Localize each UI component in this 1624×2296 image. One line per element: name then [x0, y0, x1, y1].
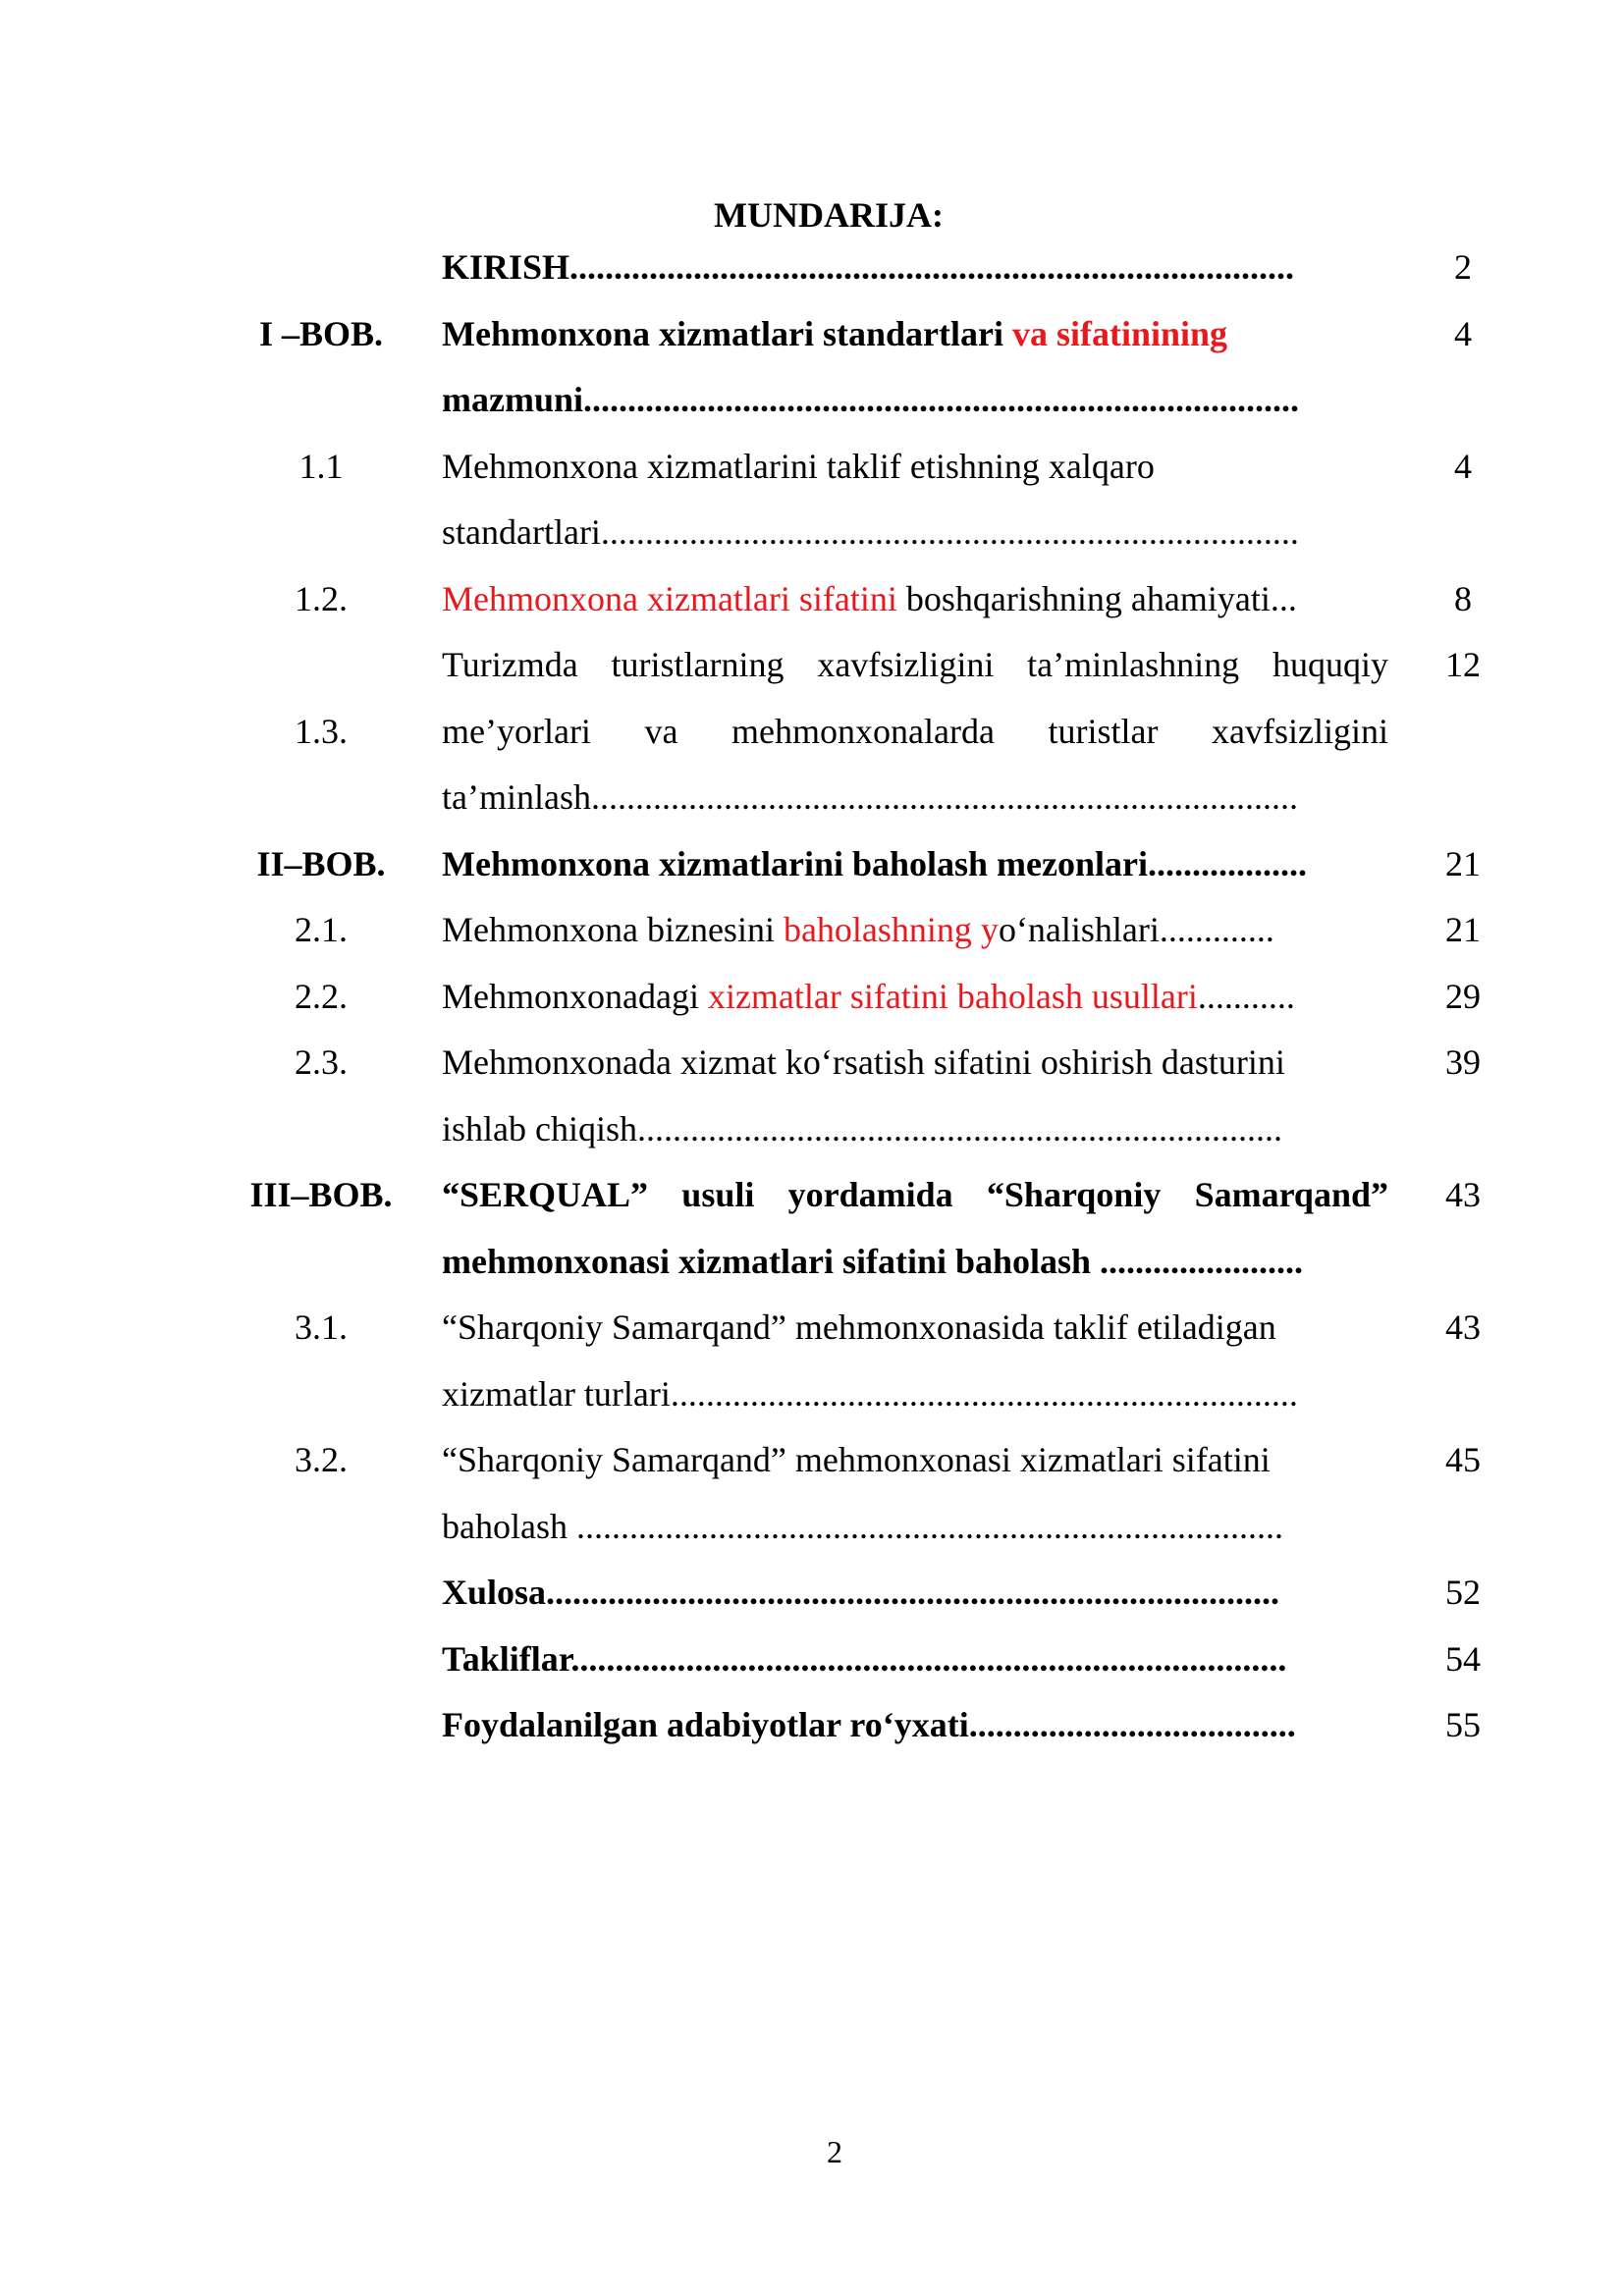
toc-row: [0, 1095, 1624, 1162]
toc-row: [0, 499, 1624, 565]
toc-row: [0, 1626, 1624, 1692]
toc-entry-title-highlight: Mehmonxona xizmatlari sifatini: [442, 578, 897, 618]
toc-entry-page: 4: [1454, 446, 1472, 486]
toc-entry-page: 29: [1445, 976, 1481, 1016]
toc-entry-title-segment: me’yorlari va mehmonxonalarda turistlar xavfsizligini: [442, 711, 1388, 751]
toc-entry-title: [442, 366, 1388, 433]
toc-entry-title: [442, 830, 1388, 897]
toc-entry-title-segment: KIRISH..................................................................................: [442, 247, 1295, 287]
toc-entry-title: [442, 1626, 1388, 1692]
toc-entry-page: 52: [1445, 1573, 1481, 1612]
toc-entry-title-segment: baholash ................................................................................: [442, 1506, 1283, 1546]
toc-entry-title-segment: “Sharqoniy Samarqand” mehmonxonasida taklif etiladigan: [442, 1308, 1276, 1347]
toc-entry-title: [442, 698, 1388, 765]
page-number: 2: [827, 2134, 842, 2169]
toc-entry-title: [442, 1493, 1388, 1560]
page-title: MUNDARIJA:: [714, 195, 944, 235]
toc-entry-label: II–BOB.: [256, 843, 386, 883]
toc-entry-title: [442, 896, 1388, 963]
toc-entry-title: [442, 499, 1388, 565]
toc-entry-page: 45: [1445, 1440, 1481, 1479]
toc-entry-title: [442, 1691, 1388, 1758]
toc-row: [0, 234, 1624, 300]
toc-entry-title-segment: mehmonxonasi xizmatlari sifatini baholash .......................: [442, 1241, 1304, 1281]
toc-entry-title: [442, 1095, 1388, 1162]
toc-row: [0, 300, 1624, 367]
toc-entry-title: [442, 1294, 1388, 1361]
toc-row: [0, 1691, 1624, 1758]
toc-entry-label: 3.1.: [295, 1308, 348, 1347]
toc-entry-title: [442, 631, 1388, 698]
toc-entry-page: 21: [1445, 843, 1481, 883]
toc-entry-title-segment: Mehmonxonada xizmat ko‘rsatish sifatini oshirish dasturini: [442, 1042, 1285, 1082]
toc-entry-label: 2.2.: [295, 976, 348, 1016]
toc-entry-label: 1.3.: [295, 711, 348, 751]
toc-entry-title-segment: “Sharqoniy Samarqand” mehmonxonasi xizmatlari sifatini: [442, 1440, 1271, 1479]
toc-entry-title-segment: Mehmonxonadagi: [442, 976, 708, 1016]
toc-entry-page: 12: [1445, 645, 1481, 684]
toc-entry-page: 2: [1454, 247, 1472, 287]
toc-entry-label: 1.2.: [295, 578, 348, 618]
toc-entry-label: 1.1: [298, 446, 344, 486]
toc-row: [0, 1228, 1624, 1295]
toc-entry-title: [442, 1161, 1388, 1228]
toc-row: [0, 963, 1624, 1030]
toc-entry-title-highlight: baholashning y: [783, 910, 999, 949]
toc-entry-page: 8: [1454, 578, 1472, 618]
toc-row: [0, 433, 1624, 500]
toc-row: [0, 764, 1624, 830]
toc-entry-page: 55: [1445, 1705, 1481, 1744]
toc-entry-title-segment: Turizmda turistlarning xavfsizligini ta’minlashning huquqiy: [442, 645, 1388, 684]
toc-entry-title-segment: Foydalanilgan adabiyotlar ro‘yxati.....................................: [442, 1705, 1296, 1744]
toc-entry-page: 4: [1454, 313, 1472, 353]
toc-entry-label: 2.1.: [295, 910, 348, 949]
toc-entry-label: 3.2.: [295, 1440, 348, 1479]
toc-entry-title-segment: o‘nalishlari.............: [998, 910, 1274, 949]
toc-entry-title: [442, 1426, 1388, 1493]
toc-entry-title-segment: Mehmonxona xizmatlari standartlari: [442, 313, 1012, 353]
toc-entry-label: III–BOB.: [249, 1175, 393, 1214]
toc-entry-title: [442, 1029, 1388, 1095]
toc-entry-title: [442, 1361, 1388, 1427]
toc-entry-page: 54: [1445, 1638, 1481, 1679]
toc-entry-title: [442, 1559, 1388, 1626]
toc-entry-title-highlight: xizmatlar sifatini baholash usullari: [707, 976, 1198, 1016]
toc-entry-title: [442, 764, 1388, 830]
toc-row: [0, 366, 1624, 433]
toc-entry-page: 21: [1445, 910, 1481, 949]
toc-row: [0, 631, 1624, 698]
toc-entry-page: 43: [1445, 1308, 1481, 1347]
toc-entry-title-segment: standartlari...............................................................................: [442, 512, 1299, 552]
toc-entry-title-segment: Mehmonxona xizmatlarini baholash mezonlari..................: [442, 843, 1307, 883]
toc-entry-title-segment: Xulosa...................................................................................: [442, 1573, 1280, 1612]
toc-entry-title-segment: ta’minlash................................................................................: [442, 777, 1298, 817]
toc-entry-title: [442, 300, 1388, 367]
toc-row: [0, 698, 1624, 765]
toc-entry-title-segment: xizmatlar turlari.......................................................................: [442, 1373, 1298, 1414]
toc-entry-title-segment: “SERQUAL” usuli yordamida “Sharqoniy Samarqand”: [442, 1175, 1388, 1214]
toc-row: [0, 1161, 1624, 1228]
toc-row: [0, 1493, 1624, 1560]
toc-entry-title: [442, 565, 1388, 632]
toc-entry-title-highlight: va sifatinining: [1011, 313, 1228, 353]
toc-entry-title-segment: ...........: [1197, 976, 1295, 1016]
toc-row: [0, 896, 1624, 963]
toc-entry-title-segment: ishlab chiqish.........................................................................: [442, 1108, 1282, 1148]
toc-row: [0, 1361, 1624, 1427]
toc-entry-page: 39: [1445, 1042, 1481, 1082]
toc-row: [0, 1029, 1624, 1095]
toc-entry-title: [442, 433, 1388, 500]
toc-entry-title-segment: Mehmonxona xizmatlarini taklif etishning xalqaro: [442, 446, 1155, 486]
toc-entry-title: [442, 963, 1388, 1030]
toc-row: [0, 1426, 1624, 1493]
toc-entry-title-segment: Takliflar.................................................................................: [442, 1638, 1287, 1679]
toc-row: [0, 830, 1624, 897]
toc-entry-title-segment: Mehmonxona biznesini: [442, 910, 784, 949]
toc-entry-label: I –BOB.: [258, 313, 384, 353]
toc-entry-title-segment: boshqarishning ahamiyati...: [896, 578, 1297, 618]
toc-row: [0, 1294, 1624, 1361]
toc-entry-label: 2.3.: [295, 1042, 348, 1082]
toc-entry-title: [442, 234, 1388, 300]
toc-row: [0, 1559, 1624, 1626]
toc-entry-title-segment: mazmuni.................................................................................: [442, 380, 1299, 419]
toc-row: [0, 565, 1624, 632]
toc-entry-page: 43: [1445, 1175, 1481, 1214]
toc-entry-title: [442, 1228, 1388, 1295]
